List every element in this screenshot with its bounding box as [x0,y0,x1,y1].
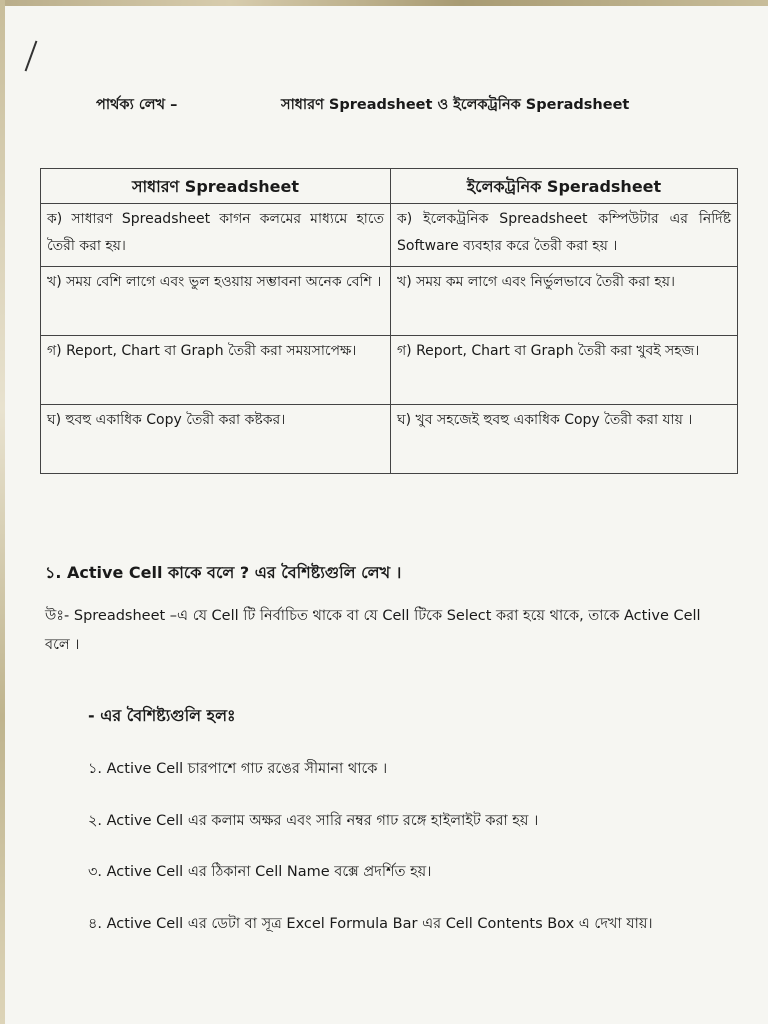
table-header-row [41,169,738,204]
features-heading: - এর বৈশিষ্ট্যগুলি হলঃ [88,706,236,725]
column-header: ইলেকট্রনিক Speradsheet [391,169,738,204]
comparison-table [40,168,738,474]
heading-left: পার্থক্য লেখ – [96,97,178,113]
table-cell: ক) সাধারণ Spreadsheet কাগন কলমের মাধ্যমে হাতে তৈরী করা হয়। [41,204,391,267]
table-cell: ক) ইলেকট্রনিক Spreadsheet কম্পিউটার এর নির্দিষ্ট Software ব্যবহার করে তৈরী করা হয় । [391,204,738,267]
table-cell: গ) Report, Chart বা Graph তৈরী করা সময়সাপেক্ষ। [41,336,391,405]
table-cell: গ) Report, Chart বা Graph তৈরী করা খুবই সহজ। [391,336,738,405]
feature-item: ৪. Active Cell এর ডেটা বা সূত্র Excel Formula Bar এর Cell Contents Box এ দেখা যায়। [88,916,653,932]
heading-right: সাধারণ Spreadsheet ও ইলেকট্রনিক Speradsheet [281,97,630,113]
feature-item: ১. Active Cell চারপাশে গাঢ রঙের সীমানা থাকে । [88,761,388,777]
paper-edge-top [0,0,768,6]
table-cell: খ) সময় কম লাগে এবং নির্ভুলভাবে তৈরী করা হয়। [391,267,738,336]
column-header: সাধারণ Spreadsheet [41,169,391,204]
feature-item: ৩. Active Cell এর ঠিকানা Cell Name বক্সে প্রদর্শিত হয়। [88,864,432,880]
table-row [41,267,738,336]
table-cell: খ) সময় বেশি লাগে এবং ভুল হওয়ায় সম্ভাবনা অনেক বেশি । [41,267,391,336]
paper-edge-left [0,0,5,1024]
table-cell: ঘ) খুব সহজেই হুবহু একাধিক Copy তৈরী করা যায় । [391,405,738,474]
answer-text: উঃ- Spreadsheet –এ যে Cell টি নির্বাচিত থাকে বা যে Cell টিকে Select করা হয়ে থাকে, তাকে Active Cell বলে । [45,608,701,653]
table-cell: ঘ) হুবহু একাধিক Copy তৈরী করা কষ্টকর। [41,405,391,474]
feature-item: ২. Active Cell এর কলাম অক্ষর এবং সারি নম্বর গাঢ রঙ্গে হাইলাইট করা হয় । [88,813,539,829]
table-row [41,204,738,267]
pen-mark [25,41,38,72]
table-row [41,405,738,474]
question-heading: ১. Active Cell কাকে বলে ? এর বৈশিষ্ট্যগুলি লেখ । [45,563,402,582]
table-row [41,336,738,405]
